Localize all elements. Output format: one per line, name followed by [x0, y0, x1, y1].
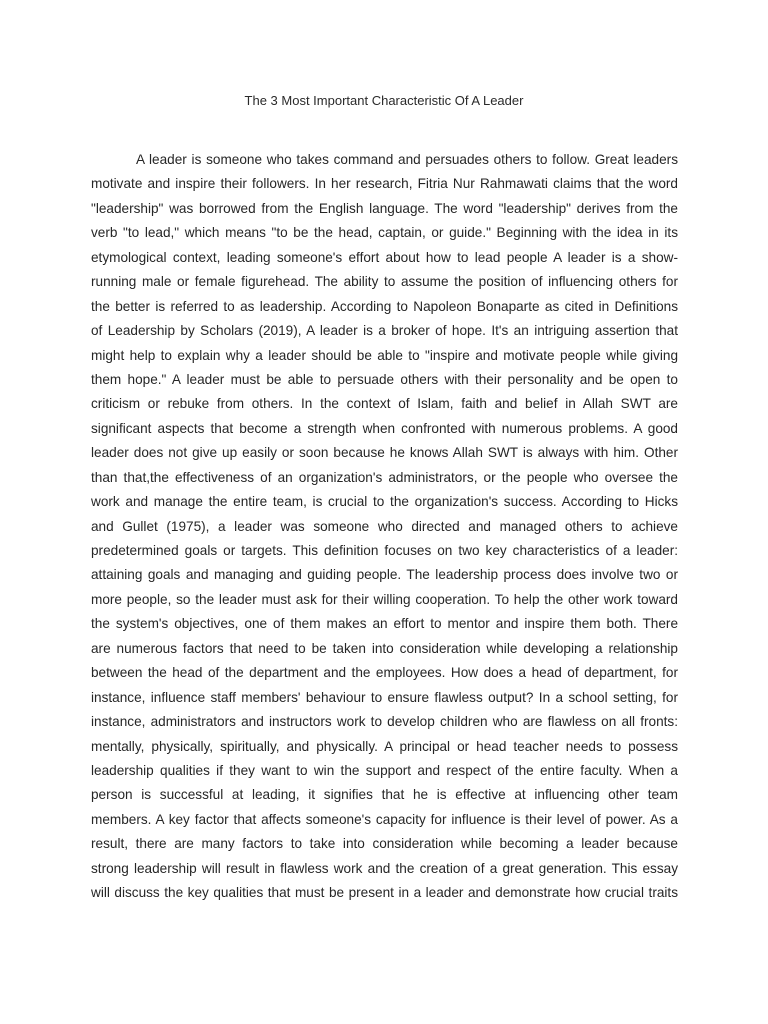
paragraph-line: them hope." A leader must be able to persuade others with their personality and be open to [91, 371, 678, 387]
paragraph-line: mentally, physically, spiritually, and physically. A principal or head teacher needs to possess [91, 738, 678, 754]
paragraph-line: running male or female figurehead. The ability to assume the position of influencing others for [91, 274, 678, 290]
paragraph-line: verb "to lead," which means "to be the head, captain, or guide." Beginning with the idea in its [91, 225, 678, 241]
paragraph-line: than that,the effectiveness of an organization's administrators, or the people who oversee the [91, 469, 678, 485]
paragraph-line: might help to explain why a leader should be able to "inspire and motivate people while giving [91, 347, 678, 363]
paragraph-line: A leader is someone who takes command and persuades others to follow. Great leaders [136, 152, 678, 167]
document-title: The 3 Most Important Characteristic Of A Leader [244, 93, 524, 108]
paragraph-line: leader does not give up easily or soon because he knows Allah SWT is always with him. Other [91, 445, 678, 461]
paragraph-line: attaining goals and managing and guiding people. The leadership process does involve two or [91, 567, 678, 583]
paragraph-line: strong leadership will result in flawless work and the creation of a great generation. This essay [91, 860, 678, 876]
paragraph-line: will discuss the key qualities that must be present in a leader and demonstrate how crucial traits [91, 885, 678, 901]
paragraph-line: of Leadership by Scholars (2019), A leader is a broker of hope. It's an intriguing assertion that [91, 323, 678, 339]
paragraph-line: the system's objectives, one of them makes an effort to mentor and inspire them both. There [91, 616, 678, 632]
paragraph-line: person is successful at leading, it signifies that he is effective at influencing other team [91, 787, 678, 803]
paragraph-line: instance, influence staff members' behaviour to ensure flawless output? In a school setting, for [91, 689, 678, 705]
paragraph-line: "leadership" was borrowed from the English language. The word "leadership" derives from the [91, 200, 678, 216]
paragraph-line: are numerous factors that need to be taken into consideration while developing a relationship [91, 640, 678, 656]
paragraph-line: instance, administrators and instructors work to develop children who are flawless on all fronts: [91, 714, 678, 730]
paragraph-line: between the head of the department and the employees. How does a head of department, for [91, 665, 678, 681]
paragraph-line: motivate and inspire their followers. In her research, Fitria Nur Rahmawati claims that the word [91, 176, 678, 192]
paragraph-line: more people, so the leader must ask for their willing cooperation. To help the other work toward [91, 591, 678, 607]
paragraph-line: work and manage the entire team, is crucial to the organization's success. According to Hicks [91, 494, 678, 510]
paragraph-line: criticism or rebuke from others. In the context of Islam, faith and belief in Allah SWT are [91, 396, 678, 412]
paragraph-line: significant aspects that become a strength when confronted with numerous problems. A good [91, 420, 678, 436]
paragraph-line: members. A key factor that affects someone's capacity for influence is their level of power. As a [91, 811, 678, 827]
paragraph-line: predetermined goals or targets. This definition focuses on two key characteristics of a leader: [91, 543, 678, 558]
paragraph-line: result, there are many factors to take into consideration while becoming a leader because [91, 836, 678, 852]
paragraph-line: and Gullet (1975), a leader was someone who directed and managed others to achieve [91, 518, 678, 534]
paragraph-line: leadership qualities if they want to win the support and respect of the entire faculty. When a [91, 762, 678, 778]
paragraph-line: the better is referred to as leadership. According to Napoleon Bonaparte as cited in Definitions [91, 298, 678, 314]
paragraph-line: etymological context, leading someone's effort about how to lead people A leader is a show- [91, 249, 678, 265]
document-body [91, 148, 678, 906]
